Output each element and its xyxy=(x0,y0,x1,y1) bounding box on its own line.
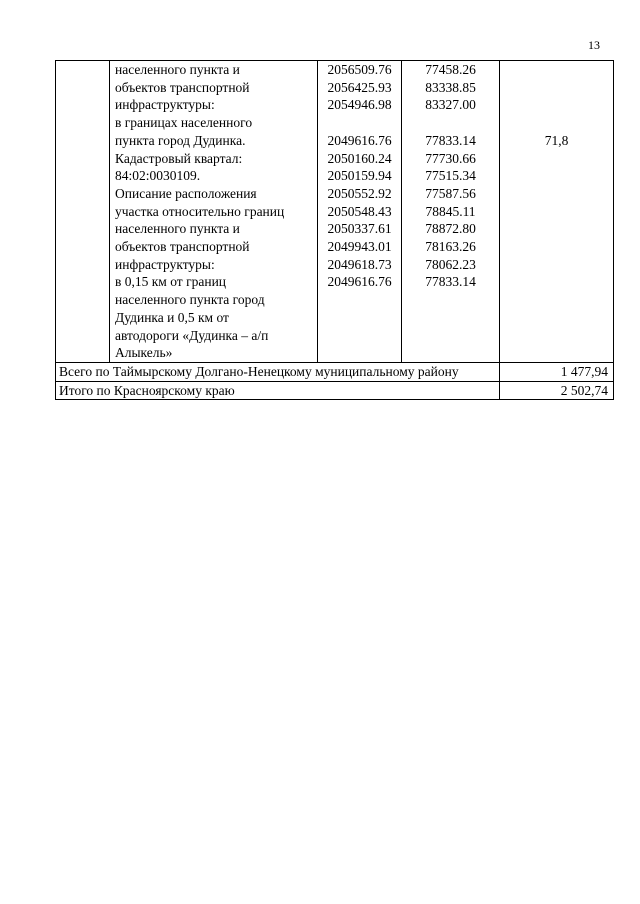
x-coordinate: 2056425.93 xyxy=(327,79,392,95)
description-line: объектов транспортной xyxy=(115,239,250,255)
area-spacer xyxy=(500,61,613,132)
district-total-label: Всего по Таймырскому Долгано-Ненецкому муниципальному району xyxy=(56,362,500,381)
description-line: Описание расположения xyxy=(115,185,257,201)
x-coordinate: 2050548.43 xyxy=(327,203,392,219)
region-total-row xyxy=(56,381,614,400)
y-coordinates-cell xyxy=(402,61,500,363)
y-coordinate: 77515.34 xyxy=(425,168,476,184)
description-line: в 0,15 км от границ xyxy=(115,274,227,290)
x-coordinate: 2050337.61 xyxy=(327,221,392,237)
y-coordinate: 78872.80 xyxy=(425,221,476,237)
description-line: инфраструктуры: xyxy=(115,256,215,272)
description-line: объектов транспортной xyxy=(115,79,250,95)
description-line: Дудинка и 0,5 км от xyxy=(115,309,229,325)
x-coordinate: 2050159.94 xyxy=(327,168,392,184)
y-coordinate: 77730.66 xyxy=(425,150,476,166)
description-line: населенного пункта город xyxy=(115,292,265,308)
description-cell xyxy=(110,61,318,363)
index-cell xyxy=(56,61,110,363)
description-line: 84:02:0030109. xyxy=(115,168,201,184)
y-coordinate: 78062.23 xyxy=(425,256,476,272)
area-value: 71,8 xyxy=(544,132,569,148)
district-total-value: 1 477,94 xyxy=(500,362,614,381)
page-number: 13 xyxy=(588,38,600,52)
region-total-value: 2 502,74 xyxy=(500,381,614,400)
region-total-label: Итого по Красноярскому краю xyxy=(56,381,500,400)
x-coordinates-cell xyxy=(318,61,402,363)
x-coordinate: 2049616.76 xyxy=(327,132,392,148)
y-coordinate: 77833.14 xyxy=(425,274,476,290)
description-line: населенного пункта и xyxy=(115,221,240,237)
y-coordinate: 77458.26 xyxy=(425,62,476,77)
district-total-row xyxy=(56,362,614,381)
coordinate-gap xyxy=(318,114,401,132)
x-coordinate: 2050552.92 xyxy=(327,185,392,201)
description-line: в границах населенного xyxy=(115,115,253,131)
description-line: участка относительно границ xyxy=(115,203,285,219)
y-coordinate: 78845.11 xyxy=(425,203,476,219)
description-line: населенного пункта и xyxy=(115,62,240,77)
x-coordinate: 2054946.98 xyxy=(327,97,392,113)
y-coordinate: 77587.56 xyxy=(425,185,476,201)
x-coordinate: 2049943.01 xyxy=(327,239,392,255)
y-coordinate: 83338.85 xyxy=(425,79,476,95)
x-coordinate: 2050160.24 xyxy=(327,150,392,166)
description-line: инфраструктуры: xyxy=(115,97,215,113)
x-coordinate: 2049616.76 xyxy=(327,274,392,290)
x-coordinate: 2049618.73 xyxy=(327,256,392,272)
description-line: Алыкель» xyxy=(115,345,173,361)
y-coordinate: 77833.14 xyxy=(425,132,476,148)
description-line: Кадастровый квартал: xyxy=(115,150,243,166)
y-coordinate: 83327.00 xyxy=(425,97,476,113)
y-coordinate: 78163.26 xyxy=(425,239,476,255)
coordinate-gap xyxy=(402,114,499,132)
area-cell xyxy=(500,61,614,363)
x-coordinate: 2056509.76 xyxy=(327,62,392,77)
description-line: пункта город Дудинка. xyxy=(115,132,246,148)
table-row xyxy=(56,61,614,363)
land-plots-table xyxy=(55,60,614,400)
description-line: автодороги «Дудинка – а/п xyxy=(115,327,269,343)
